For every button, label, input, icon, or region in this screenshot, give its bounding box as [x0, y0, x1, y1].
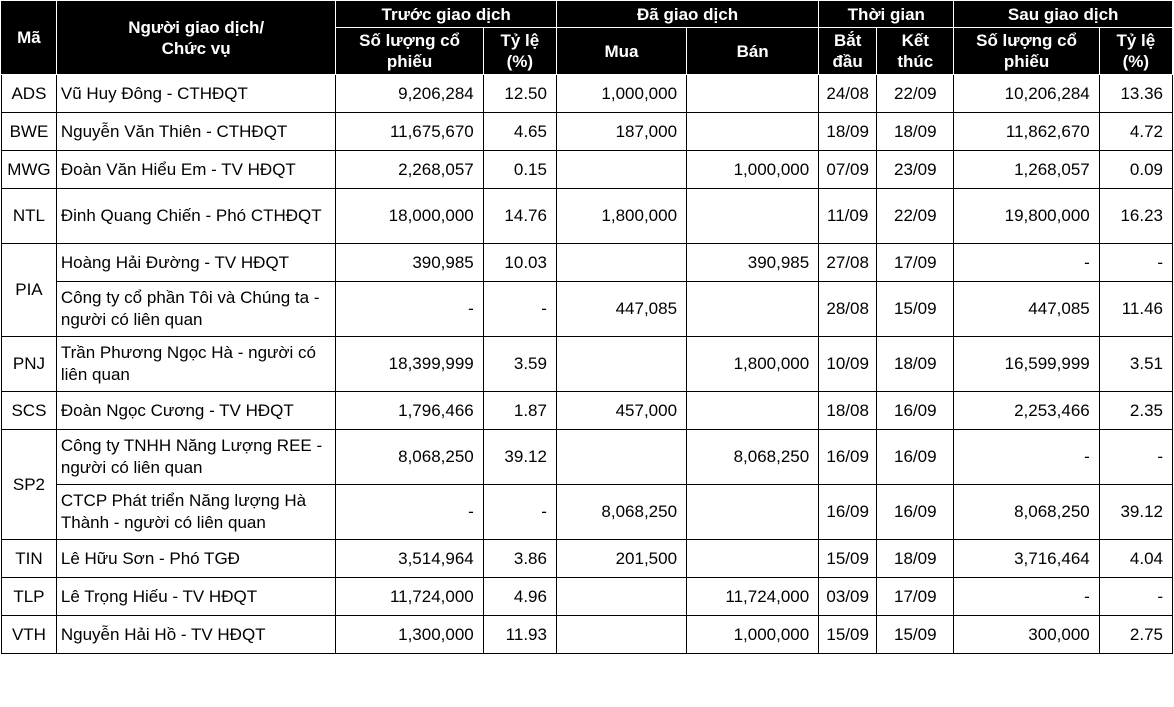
header-sau-giao-dich: Sau giao dịch — [954, 1, 1173, 28]
header-ty-le-truoc: Tỷ lệ (%) — [483, 28, 556, 75]
header-ty-le-sau: Tỷ lệ (%) — [1099, 28, 1172, 75]
cell-code: ADS — [2, 75, 57, 113]
cell-start: 28/08 — [819, 282, 877, 337]
header-ma: Mã — [2, 1, 57, 75]
cell-end: 22/09 — [877, 75, 954, 113]
header-so-luong-truoc: Số lượng cổ phiếu — [336, 28, 483, 75]
table-row — [2, 113, 1173, 151]
cell-after-qty: - — [954, 244, 1099, 282]
cell-start: 27/08 — [819, 244, 877, 282]
cell-after-pct: - — [1099, 578, 1172, 616]
cell-buy — [556, 151, 686, 189]
header-truoc-giao-dich: Trước giao dịch — [336, 1, 557, 28]
cell-end: 16/09 — [877, 485, 954, 540]
cell-after-qty: 11,862,670 — [954, 113, 1099, 151]
cell-start: 11/09 — [819, 189, 877, 244]
cell-end: 16/09 — [877, 392, 954, 430]
cell-start: 16/09 — [819, 485, 877, 540]
cell-person: Đoàn Văn Hiểu Em - TV HĐQT — [56, 151, 336, 189]
cell-person: Đinh Quang Chiến - Phó CTHĐQT — [56, 189, 336, 244]
cell-after-pct: 16.23 — [1099, 189, 1172, 244]
cell-before-qty: 9,206,284 — [336, 75, 483, 113]
cell-person: Trần Phương Ngọc Hà - người có liên quan — [56, 337, 336, 392]
cell-end: 18/09 — [877, 113, 954, 151]
header-thoi-gian: Thời gian — [819, 1, 954, 28]
cell-start: 18/08 — [819, 392, 877, 430]
cell-start: 10/09 — [819, 337, 877, 392]
cell-before-pct: - — [483, 485, 556, 540]
cell-before-pct: 11.93 — [483, 616, 556, 654]
cell-buy — [556, 430, 686, 485]
cell-person: Công ty cổ phần Tôi và Chúng ta - người có liên quan — [56, 282, 336, 337]
cell-after-pct: 3.51 — [1099, 337, 1172, 392]
cell-after-qty: 8,068,250 — [954, 485, 1099, 540]
cell-start: 07/09 — [819, 151, 877, 189]
cell-after-pct: 4.04 — [1099, 540, 1172, 578]
cell-before-pct: 3.86 — [483, 540, 556, 578]
table-row — [2, 392, 1173, 430]
cell-person: CTCP Phát triển Năng lượng Hà Thành - người có liên quan — [56, 485, 336, 540]
cell-after-pct: 4.72 — [1099, 113, 1172, 151]
cell-end: 17/09 — [877, 578, 954, 616]
cell-code: SCS — [2, 392, 57, 430]
cell-after-pct: 13.36 — [1099, 75, 1172, 113]
cell-after-pct: 39.12 — [1099, 485, 1172, 540]
table-row — [2, 578, 1173, 616]
cell-before-pct: 14.76 — [483, 189, 556, 244]
cell-after-qty: 3,716,464 — [954, 540, 1099, 578]
cell-code: VTH — [2, 616, 57, 654]
cell-after-qty: 19,800,000 — [954, 189, 1099, 244]
cell-after-qty: 16,599,999 — [954, 337, 1099, 392]
cell-buy: 201,500 — [556, 540, 686, 578]
cell-before-qty: 18,000,000 — [336, 189, 483, 244]
header-bat-dau: Bắt đầu — [819, 28, 877, 75]
cell-after-pct: - — [1099, 244, 1172, 282]
table-row — [2, 75, 1173, 113]
cell-after-pct: - — [1099, 430, 1172, 485]
table-row — [2, 485, 1173, 540]
cell-person: Nguyễn Văn Thiên - CTHĐQT — [56, 113, 336, 151]
cell-code: SP2 — [2, 430, 57, 540]
table-row — [2, 540, 1173, 578]
cell-after-qty: 300,000 — [954, 616, 1099, 654]
cell-before-pct: - — [483, 282, 556, 337]
cell-end: 18/09 — [877, 337, 954, 392]
cell-buy — [556, 244, 686, 282]
cell-buy: 187,000 — [556, 113, 686, 151]
table-row — [2, 430, 1173, 485]
cell-person: Vũ Huy Đông - CTHĐQT — [56, 75, 336, 113]
cell-code: TLP — [2, 578, 57, 616]
cell-before-qty: 1,796,466 — [336, 392, 483, 430]
cell-before-pct: 10.03 — [483, 244, 556, 282]
cell-person: Lê Trọng Hiếu - TV HĐQT — [56, 578, 336, 616]
cell-after-pct: 2.35 — [1099, 392, 1172, 430]
cell-person: Lê Hữu Sơn - Phó TGĐ — [56, 540, 336, 578]
insider-trading-table — [1, 0, 1173, 654]
cell-after-qty: - — [954, 430, 1099, 485]
cell-sell: 1,000,000 — [687, 151, 819, 189]
cell-sell — [687, 75, 819, 113]
cell-person: Đoàn Ngọc Cương - TV HĐQT — [56, 392, 336, 430]
cell-buy — [556, 578, 686, 616]
cell-start: 15/09 — [819, 540, 877, 578]
cell-before-pct: 3.59 — [483, 337, 556, 392]
cell-end: 17/09 — [877, 244, 954, 282]
cell-before-pct: 4.65 — [483, 113, 556, 151]
cell-after-qty: 2,253,466 — [954, 392, 1099, 430]
cell-code: TIN — [2, 540, 57, 578]
cell-end: 22/09 — [877, 189, 954, 244]
cell-after-pct: 0.09 — [1099, 151, 1172, 189]
header-ket-thuc: Kết thúc — [877, 28, 954, 75]
cell-start: 03/09 — [819, 578, 877, 616]
cell-end: 15/09 — [877, 616, 954, 654]
cell-before-pct: 0.15 — [483, 151, 556, 189]
table-row — [2, 151, 1173, 189]
cell-before-qty: - — [336, 485, 483, 540]
cell-before-qty: 18,399,999 — [336, 337, 483, 392]
cell-before-pct: 4.96 — [483, 578, 556, 616]
cell-code: PIA — [2, 244, 57, 337]
cell-person: Nguyễn Hải Hồ - TV HĐQT — [56, 616, 336, 654]
table-row — [2, 616, 1173, 654]
cell-start: 24/08 — [819, 75, 877, 113]
cell-before-pct: 1.87 — [483, 392, 556, 430]
cell-code: PNJ — [2, 337, 57, 392]
cell-before-qty: 1,300,000 — [336, 616, 483, 654]
cell-start: 15/09 — [819, 616, 877, 654]
cell-before-qty: 11,675,670 — [336, 113, 483, 151]
cell-person: Công ty TNHH Năng Lượng REE - người có liên quan — [56, 430, 336, 485]
cell-code: MWG — [2, 151, 57, 189]
cell-buy: 1,800,000 — [556, 189, 686, 244]
cell-sell — [687, 392, 819, 430]
cell-sell — [687, 113, 819, 151]
cell-before-pct: 12.50 — [483, 75, 556, 113]
cell-sell — [687, 189, 819, 244]
cell-sell: 1,000,000 — [687, 616, 819, 654]
header-nguoi-giao-dich: Người giao dịch/ Chức vụ — [56, 1, 336, 75]
cell-before-qty: 8,068,250 — [336, 430, 483, 485]
cell-after-qty: 447,085 — [954, 282, 1099, 337]
cell-before-qty: 390,985 — [336, 244, 483, 282]
header-so-luong-sau: Số lượng cổ phiếu — [954, 28, 1099, 75]
cell-sell — [687, 485, 819, 540]
cell-sell: 390,985 — [687, 244, 819, 282]
table-row — [2, 282, 1173, 337]
header-da-giao-dich: Đã giao dịch — [556, 1, 818, 28]
cell-after-qty: - — [954, 578, 1099, 616]
cell-before-qty: 11,724,000 — [336, 578, 483, 616]
cell-sell: 11,724,000 — [687, 578, 819, 616]
cell-before-pct: 39.12 — [483, 430, 556, 485]
cell-code: NTL — [2, 189, 57, 244]
cell-buy: 8,068,250 — [556, 485, 686, 540]
table-row — [2, 189, 1173, 244]
cell-after-pct: 11.46 — [1099, 282, 1172, 337]
cell-before-qty: 3,514,964 — [336, 540, 483, 578]
cell-sell: 8,068,250 — [687, 430, 819, 485]
cell-buy: 457,000 — [556, 392, 686, 430]
cell-start: 16/09 — [819, 430, 877, 485]
cell-sell — [687, 540, 819, 578]
cell-end: 23/09 — [877, 151, 954, 189]
cell-before-qty: - — [336, 282, 483, 337]
cell-buy — [556, 337, 686, 392]
cell-after-pct: 2.75 — [1099, 616, 1172, 654]
cell-buy — [556, 616, 686, 654]
table-row — [2, 337, 1173, 392]
header-ban: Bán — [687, 28, 819, 75]
cell-start: 18/09 — [819, 113, 877, 151]
cell-person: Hoàng Hải Đường - TV HĐQT — [56, 244, 336, 282]
cell-sell — [687, 282, 819, 337]
cell-code: BWE — [2, 113, 57, 151]
table-row — [2, 244, 1173, 282]
cell-end: 16/09 — [877, 430, 954, 485]
cell-end: 18/09 — [877, 540, 954, 578]
header-mua: Mua — [556, 28, 686, 75]
cell-after-qty: 10,206,284 — [954, 75, 1099, 113]
cell-sell: 1,800,000 — [687, 337, 819, 392]
cell-end: 15/09 — [877, 282, 954, 337]
cell-before-qty: 2,268,057 — [336, 151, 483, 189]
cell-buy: 1,000,000 — [556, 75, 686, 113]
cell-after-qty: 1,268,057 — [954, 151, 1099, 189]
cell-buy: 447,085 — [556, 282, 686, 337]
